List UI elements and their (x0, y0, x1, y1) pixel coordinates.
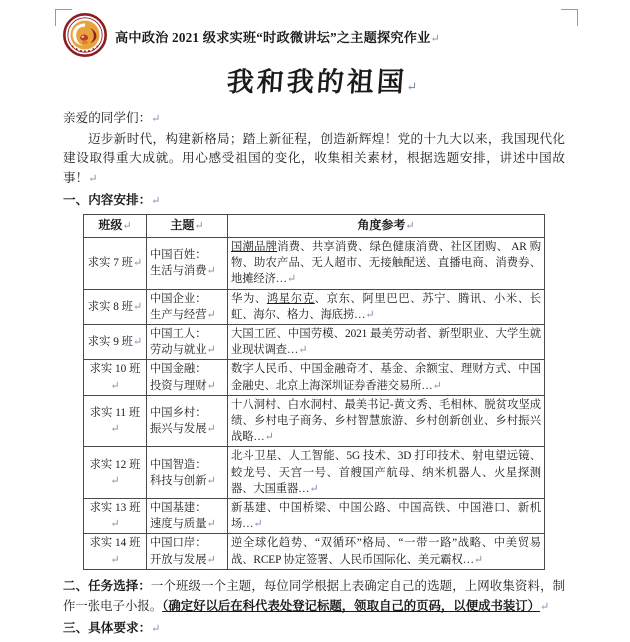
topic-line-2: 开放与发展↵ (150, 553, 216, 566)
table-header-row (84, 215, 545, 238)
salutation-text: 亲爱的同学们： (63, 111, 152, 125)
table-cell-topic (147, 360, 228, 395)
section-two-emphasis: （确定好以后在科代表处登记标题，领取自己的页码，以便成书装订） (162, 598, 541, 613)
paragraph-mark: ↵ (132, 300, 143, 313)
table-header-class (84, 215, 147, 238)
salutation (63, 109, 565, 130)
paragraph-mark: ↵ (365, 308, 375, 321)
paragraph-mark: ↵ (151, 113, 161, 125)
table-header-reference (228, 215, 545, 238)
page-title (62, 60, 567, 99)
paragraph-mark: ↵ (540, 600, 550, 613)
table-cell-class (84, 360, 147, 395)
paragraph-mark: ↵ (405, 220, 415, 233)
topic-line-1: 中国乡村： (150, 406, 207, 419)
reference-text: 、京东、阿里巴巴、苏宁、腾讯、小米、长虹、海尔、格力、海底捞… (231, 292, 541, 321)
paragraph-mark: ↵ (110, 423, 120, 436)
paragraph-mark: ↵ (287, 273, 297, 286)
paragraph-mark: ↵ (151, 195, 161, 207)
table-cell-class (84, 325, 147, 360)
paragraph-mark: ↵ (206, 308, 216, 321)
topic-line-1: 中国基建： (150, 502, 207, 515)
intro-paragraph (63, 130, 565, 190)
table-header-reference-text: 角度参考 (357, 218, 406, 233)
class-name-text: 求实 12 班 (89, 458, 141, 471)
topic-line-2: 生活与消费↵ (150, 265, 216, 278)
topic-line-1: 中国口岸： (150, 537, 207, 550)
paragraph-mark: ↵ (206, 423, 216, 436)
class-name-text: 求实 7 班 (87, 257, 133, 270)
topic-line-1: 中国金融： (150, 363, 207, 376)
topic-line-2: 科技与创新↵ (150, 474, 216, 487)
paragraph-mark: ↵ (206, 553, 216, 566)
paragraph-mark: ↵ (206, 265, 216, 278)
table-row (84, 360, 545, 395)
table-cell-topic (147, 238, 228, 290)
reference-text: 消费、共享消费、绿色健康消费、社区团购、 AR 购物、助农产品、无人超市、无接触配送、直播电商、消费券、地摊经济… (231, 241, 541, 286)
paragraph-mark: ↵ (430, 32, 440, 45)
reference-text: 逆全球化趋势、“双循环”格局、“一带一路”战略、中美贸易战、RCEP 协定签署、人民币国际化、美元霸权… (231, 537, 541, 566)
paragraph-mark: ↵ (110, 379, 120, 392)
section-heading-three (63, 618, 565, 639)
paragraph-mark: ↵ (406, 80, 421, 95)
topic-line-1: 中国百姓： (150, 249, 207, 262)
table-cell-topic (147, 499, 228, 534)
topic-line-1: 中国智造： (150, 458, 207, 471)
topic-line-1: 中国工人： (150, 328, 207, 341)
paragraph-mark: ↵ (132, 336, 143, 349)
paragraph-mark: ↵ (88, 172, 98, 185)
table-row (84, 447, 545, 499)
paragraph-mark: ↵ (110, 518, 120, 531)
table-cell-topic (147, 395, 228, 447)
table-cell-class (84, 395, 147, 447)
table-cell-reference (228, 238, 545, 290)
content-schedule-table (83, 214, 545, 570)
section-heading-one (63, 190, 565, 211)
document-content (63, 12, 565, 642)
section-two-text: 一个班级一个主题，每位同学根据上表确定自己的选题，上网收集资料，制作一张电子小报。 (63, 578, 566, 613)
topic-line-2: 振兴与发展↵ (150, 423, 216, 436)
table-cell-class (84, 447, 147, 499)
paragraph-mark: ↵ (194, 220, 204, 233)
paragraph-mark: ↵ (110, 553, 120, 566)
table-row (84, 238, 545, 290)
table-header-topic (147, 215, 228, 238)
header-title (115, 25, 440, 46)
paragraph-mark: ↵ (253, 518, 263, 531)
table-cell-reference (228, 395, 545, 447)
topic-line-2: 劳动与就业↵ (150, 344, 216, 357)
class-name-text: 求实 11 班 (89, 406, 141, 419)
topic-line-2: 生产与经营↵ (150, 308, 216, 321)
header-title-text: 高中政治 2021 级求实班“时政微讲坛”之主题探究作业 (115, 29, 431, 45)
table-cell-topic (147, 325, 228, 360)
class-name-text: 求实 14 班 (89, 537, 141, 550)
paragraph-mark: ↵ (298, 344, 308, 357)
reference-prefix: 华为、 (231, 292, 267, 305)
table-cell-reference (228, 447, 545, 499)
paragraph-mark: ↵ (122, 220, 132, 233)
class-name-text: 求实 9 班 (87, 336, 133, 349)
paragraph-mark: ↵ (206, 379, 216, 392)
intro-text: 迈步新时代，构建新格局；踏上新征程，创造新辉煌！党的十九大以来，我国现代化建设取得重大成就。用心感受祖国的变化，收集相关素材，根据选题安排，讲述中国故事！ (63, 131, 565, 185)
paragraph-mark: ↵ (432, 379, 442, 392)
topic-line-2: 投资与理财↵ (150, 379, 216, 392)
paragraph-mark: ↵ (110, 474, 120, 487)
table-cell-reference (228, 325, 545, 360)
table-row (84, 499, 545, 534)
topic-line-2: 速度与质量↵ (150, 518, 216, 531)
section-heading-three-text: 三、具体要求： (63, 620, 152, 635)
table-cell-class (84, 238, 147, 290)
paragraph-mark: ↵ (309, 482, 319, 495)
section-two-paragraph (63, 576, 565, 617)
paragraph-mark: ↵ (206, 344, 216, 357)
school-emblem-icon (63, 13, 107, 57)
class-name-text: 求实 10 班 (89, 363, 141, 376)
reference-text: 数字人民币、中国金融奇才、基金、余额宝、理财方式、中国金融史、北京上海深圳证券香港交易所… (231, 363, 541, 392)
section-heading-one-text: 一、内容安排： (63, 193, 152, 207)
paragraph-mark: ↵ (151, 622, 161, 635)
document-header (63, 12, 565, 58)
table-header-class-text: 班级 (98, 218, 123, 233)
section-two-label: 二、任务选择： (63, 578, 151, 593)
table-cell-topic (147, 289, 228, 324)
table-cell-topic (147, 447, 228, 499)
reference-underlined: 国潮品牌 (231, 241, 278, 253)
reference-text: 大国工匠、中国劳模、2021 最美劳动者、新型职业、大学生就业现状调查… (231, 328, 541, 357)
table-cell-reference (228, 289, 545, 324)
table-header-topic-text: 主题 (170, 218, 195, 233)
svg-text:求实: 求实 (82, 41, 88, 45)
class-name-text: 求实 8 班 (87, 300, 133, 313)
reference-text: 十八洞村、白水洞村、最美书记-黄文秀、毛相林、脱贫攻坚成绩、乡村电子商务、乡村智慧旅游、乡村创新创业、乡村振兴战略… (231, 398, 541, 444)
table-row (84, 395, 545, 447)
paragraph-mark: ↵ (206, 518, 216, 531)
paragraph-mark: ↵ (264, 431, 274, 444)
paragraph-mark: ↵ (473, 553, 484, 566)
paragraph-mark: ↵ (206, 474, 216, 487)
table-row (84, 289, 545, 324)
page-title-text: 我和我的祖国 (225, 67, 408, 98)
paragraph-mark: ↵ (132, 257, 143, 270)
table-cell-reference (228, 499, 545, 534)
table-cell-reference (228, 360, 545, 395)
table-row (84, 325, 545, 360)
reference-underlined: 鸿星尔克 (266, 292, 315, 305)
table-cell-class (84, 499, 147, 534)
reference-text: 北斗卫星、人工智能、5G 技术、3D 打印技术、射电望远镜、蛟龙号、天宫一号、首艘国产航母、纳米机器人、火星探测器、大国重器… (231, 450, 541, 495)
class-name-text: 求实 13 班 (89, 502, 141, 515)
reference-text: 新基建、中国桥梁、中国公路、中国高铁、中国港口、新机场… (231, 502, 541, 531)
table-cell-class (84, 289, 147, 324)
topic-line-1: 中国企业： (150, 292, 207, 305)
